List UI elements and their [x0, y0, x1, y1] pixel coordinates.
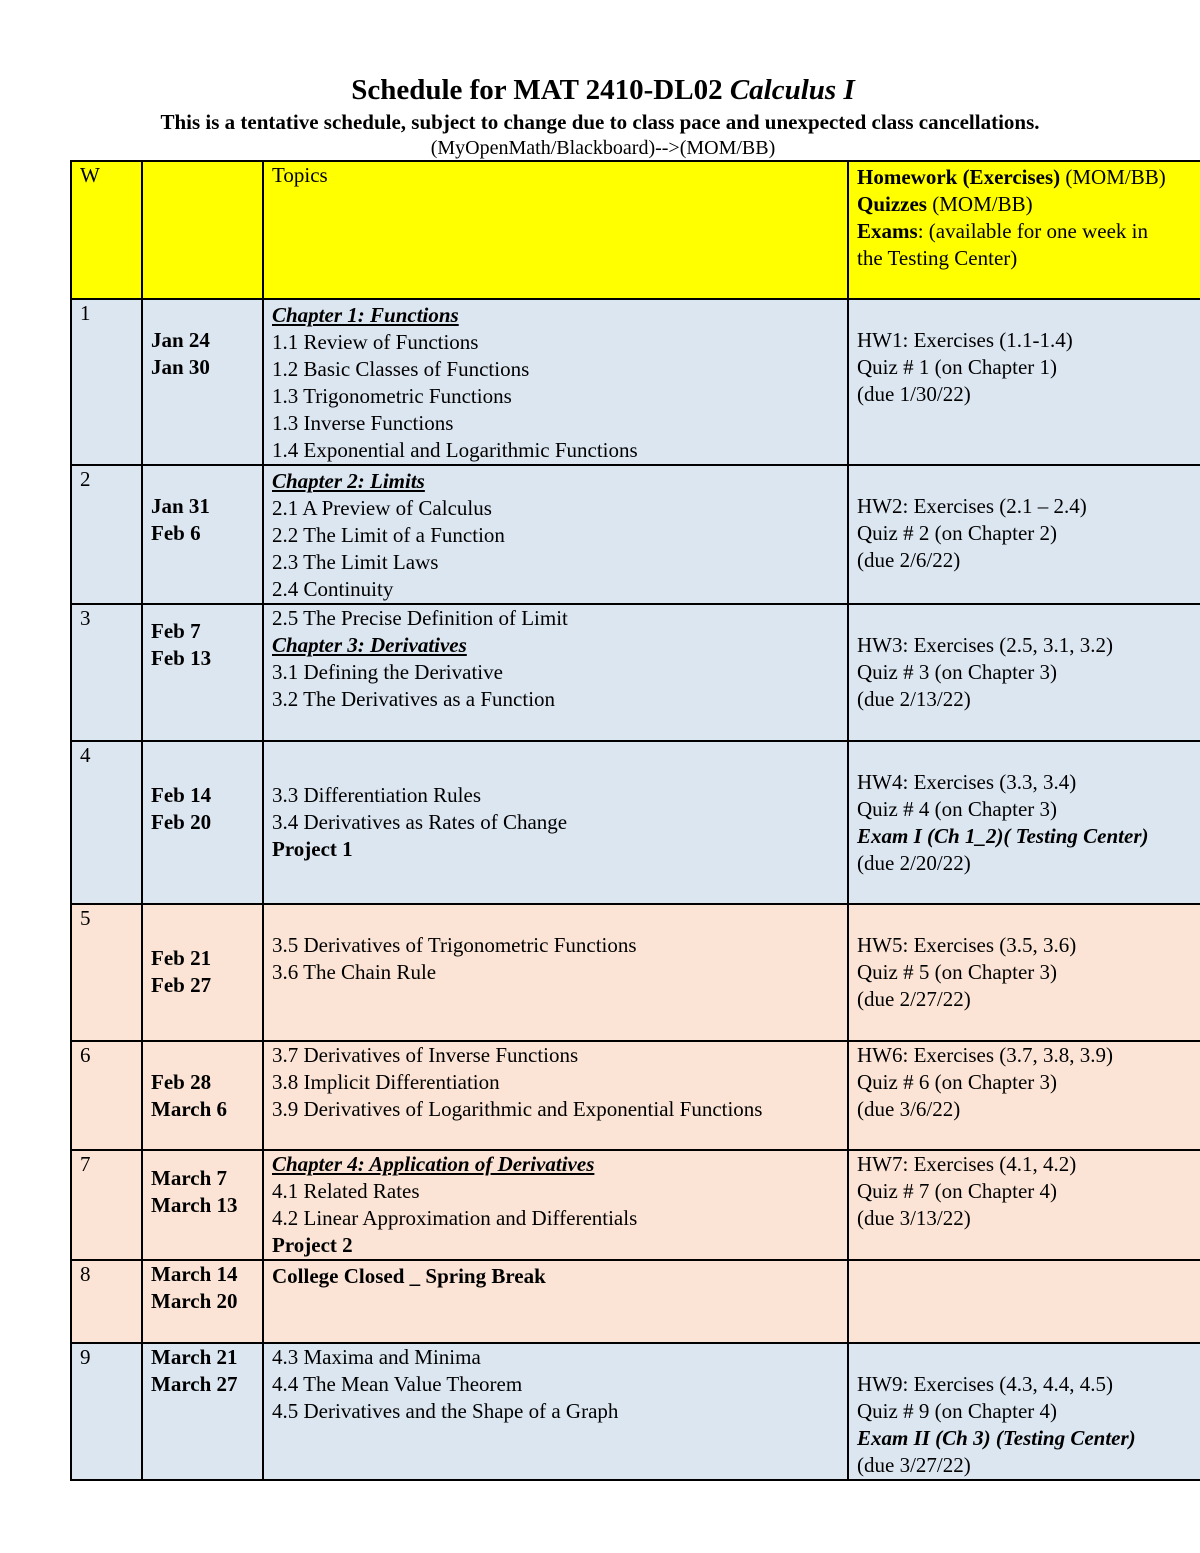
- exam-item: Exam II (Ch 3) (Testing Center): [857, 1426, 1136, 1450]
- assignments-cell: [848, 904, 1200, 1041]
- topics-cell: [263, 1041, 848, 1150]
- exams-header-line: Exams: (available for one week in: [857, 219, 1149, 243]
- topics-cell: [263, 299, 848, 465]
- topic-item: 2.2 The Limit of a Function: [272, 523, 505, 547]
- assignments-cell: [848, 604, 1200, 741]
- topic-item: 3.9 Derivatives of Logarithmic and Exponential Functions: [272, 1097, 763, 1121]
- topic-item: 3.6 The Chain Rule: [272, 960, 437, 984]
- week-end-date: March 27: [151, 1372, 238, 1396]
- topic-item: 2.4 Continuity: [272, 577, 394, 601]
- assignment-item: HW6: Exercises (3.7, 3.8, 3.9): [857, 1043, 1114, 1067]
- assignments-cell: [848, 1260, 1200, 1343]
- date-range-cell: [142, 1150, 263, 1260]
- topic-item: 4.3 Maxima and Minima: [272, 1345, 481, 1369]
- table-row: [71, 465, 1200, 604]
- exam-item: Exam I (Ch 1_2)( Testing Center): [857, 824, 1149, 848]
- assignment-item: Quiz # 9 (on Chapter 4): [857, 1399, 1058, 1423]
- topics-cell: [263, 1260, 848, 1343]
- date-range-cell: [142, 465, 263, 604]
- page-subtitle: This is a tentative schedule, subject to change due to class pace and unexpected class cancellations.: [160, 110, 1040, 134]
- topic-highlight: Project 2: [272, 1233, 353, 1257]
- topic-item: 3.7 Derivatives of Inverse Functions: [272, 1043, 579, 1067]
- assignment-item: HW9: Exercises (4.3, 4.4, 4.5): [857, 1372, 1114, 1396]
- week-start-date: Feb 14: [151, 783, 212, 807]
- topic-item: 4.4 The Mean Value Theorem: [272, 1372, 523, 1396]
- topic-item: 3.8 Implicit Differentiation: [272, 1070, 500, 1094]
- table-header-row: [71, 161, 1200, 299]
- assignments-cell: [848, 1041, 1200, 1150]
- assignment-item: (due 2/27/22): [857, 987, 971, 1011]
- assignments-cell: [848, 465, 1200, 604]
- table-row: [71, 299, 1200, 465]
- table-row: [71, 1343, 1200, 1480]
- assignments-cell: [848, 1343, 1200, 1480]
- week-start-date: Feb 21: [151, 946, 212, 970]
- table-row: [71, 604, 1200, 741]
- assignment-item: Quiz # 2 (on Chapter 2): [857, 521, 1058, 545]
- topic-item: 1.4 Exponential and Logarithmic Functions: [272, 438, 638, 462]
- topic-item: 1.1 Review of Functions: [272, 330, 479, 354]
- date-range-cell: [142, 904, 263, 1041]
- assignment-item: (due 1/30/22): [857, 382, 971, 406]
- assignment-item: (due 3/27/22): [857, 1453, 971, 1477]
- assignment-item: Quiz # 7 (on Chapter 4): [857, 1179, 1058, 1203]
- homework-column-header: [848, 161, 1200, 299]
- homework-header-line: Homework (Exercises) (MOM/BB): [857, 165, 1166, 189]
- assignment-item: HW3: Exercises (2.5, 3.1, 3.2): [857, 633, 1114, 657]
- topic-item: 1.2 Basic Classes of Functions: [272, 357, 530, 381]
- date-range-cell: [142, 299, 263, 465]
- topic-item: 4.5 Derivatives and the Shape of a Graph: [272, 1399, 619, 1423]
- topic-item: 4.1 Related Rates: [272, 1179, 420, 1203]
- topics-cell: [263, 1343, 848, 1480]
- week-number-cell: 9: [71, 1343, 142, 1480]
- chapter-heading: Chapter 3: Derivatives: [272, 633, 467, 657]
- week-start-date: Feb 28: [151, 1070, 212, 1094]
- topic-item: 3.1 Defining the Derivative: [272, 660, 503, 684]
- date-range-cell: [142, 1260, 263, 1343]
- abbreviation-note: (MyOpenMath/Blackboard)-->(MOM/BB): [430, 137, 776, 159]
- week-start-date: Jan 24: [151, 328, 210, 352]
- week-end-date: March 13: [151, 1193, 238, 1217]
- topics-cell: [263, 741, 848, 904]
- topics-cell: [263, 1150, 848, 1260]
- topic-item: 2.1 A Preview of Calculus: [272, 496, 492, 520]
- week-number-cell: 8: [71, 1260, 142, 1343]
- date-range-cell: [142, 604, 263, 741]
- assignment-item: HW4: Exercises (3.3, 3.4): [857, 770, 1077, 794]
- week-end-date: Feb 27: [151, 973, 212, 997]
- date-range-cell: [142, 1041, 263, 1150]
- week-start-date: Feb 7: [151, 619, 201, 643]
- chapter-heading: Chapter 4: Application of Derivatives: [272, 1152, 595, 1176]
- table-row: [71, 1150, 1200, 1260]
- topic-highlight: Project 1: [272, 837, 353, 861]
- quizzes-header-line: Quizzes (MOM/BB): [857, 192, 1033, 216]
- week-number-cell: 7: [71, 1150, 142, 1260]
- assignment-item: HW5: Exercises (3.5, 3.6): [857, 933, 1077, 957]
- topics-cell: [263, 904, 848, 1041]
- assignment-item: (due 2/13/22): [857, 687, 971, 711]
- assignment-item: Quiz # 6 (on Chapter 3): [857, 1070, 1058, 1094]
- week-start-date: March 21: [151, 1345, 238, 1369]
- week-number-cell: 1: [71, 299, 142, 465]
- table-row: [71, 904, 1200, 1041]
- week-start-date: March 7: [151, 1166, 228, 1190]
- exams-header-line-2: the Testing Center): [857, 246, 1018, 270]
- date-range-cell: [142, 741, 263, 904]
- topic-item: 3.2 The Derivatives as a Function: [272, 687, 556, 711]
- assignment-item: Quiz # 4 (on Chapter 3): [857, 797, 1058, 821]
- assignment-item: Quiz # 1 (on Chapter 1): [857, 355, 1058, 379]
- week-end-date: Jan 30: [151, 355, 210, 379]
- week-number-cell: 4: [71, 741, 142, 904]
- table-row: [71, 1260, 1200, 1343]
- week-end-date: Feb 6: [151, 521, 201, 545]
- topic-item: 3.4 Derivatives as Rates of Change: [272, 810, 568, 834]
- topic-item: 2.5 The Precise Definition of Limit: [272, 606, 568, 630]
- topic-highlight: College Closed _ Spring Break: [272, 1264, 546, 1288]
- week-end-date: Feb 20: [151, 810, 212, 834]
- week-start-date: March 14: [151, 1262, 238, 1286]
- week-number-cell: 2: [71, 465, 142, 604]
- assignment-item: HW2: Exercises (2.1 – 2.4): [857, 494, 1087, 518]
- week-end-date: March 6: [151, 1097, 228, 1121]
- week-column-header: W: [71, 161, 142, 299]
- assignment-item: Quiz # 5 (on Chapter 3): [857, 960, 1058, 984]
- assignment-item: HW7: Exercises (4.1, 4.2): [857, 1152, 1077, 1176]
- assignments-cell: [848, 741, 1200, 904]
- topic-item: 1.3 Trigonometric Functions: [272, 384, 512, 408]
- week-end-date: Feb 13: [151, 646, 212, 670]
- assignments-cell: [848, 299, 1200, 465]
- assignment-item: (due 2/6/22): [857, 548, 961, 572]
- dates-column-header: [142, 161, 263, 299]
- chapter-heading: Chapter 1: Functions: [272, 303, 459, 327]
- week-end-date: March 20: [151, 1289, 238, 1313]
- table-row: [71, 1041, 1200, 1150]
- assignment-item: Quiz # 3 (on Chapter 3): [857, 660, 1058, 684]
- topics-cell: [263, 465, 848, 604]
- week-number-cell: 5: [71, 904, 142, 1041]
- assignments-cell: [848, 1150, 1200, 1260]
- topic-item: 3.5 Derivatives of Trigonometric Functions: [272, 933, 637, 957]
- topics-column-header: Topics: [263, 161, 848, 299]
- topics-cell: [263, 604, 848, 741]
- assignment-item: HW1: Exercises (1.1-1.4): [857, 328, 1073, 352]
- page-title: Schedule for MAT 2410-DL02 Calculus I: [351, 74, 855, 106]
- week-number-cell: 6: [71, 1041, 142, 1150]
- chapter-heading: Chapter 2: Limits: [272, 469, 425, 493]
- assignment-item: (due 2/20/22): [857, 851, 971, 875]
- assignment-item: (due 3/6/22): [857, 1097, 961, 1121]
- topic-item: 4.2 Linear Approximation and Differentials: [272, 1206, 638, 1230]
- schedule-table: [70, 160, 1200, 1481]
- topic-item: 1.3 Inverse Functions: [272, 411, 454, 435]
- week-start-date: Jan 31: [151, 494, 210, 518]
- table-row: [71, 741, 1200, 904]
- week-number-cell: 3: [71, 604, 142, 741]
- assignment-item: (due 3/13/22): [857, 1206, 971, 1230]
- topic-item: 2.3 The Limit Laws: [272, 550, 439, 574]
- topic-item: 3.3 Differentiation Rules: [272, 783, 481, 807]
- date-range-cell: [142, 1343, 263, 1480]
